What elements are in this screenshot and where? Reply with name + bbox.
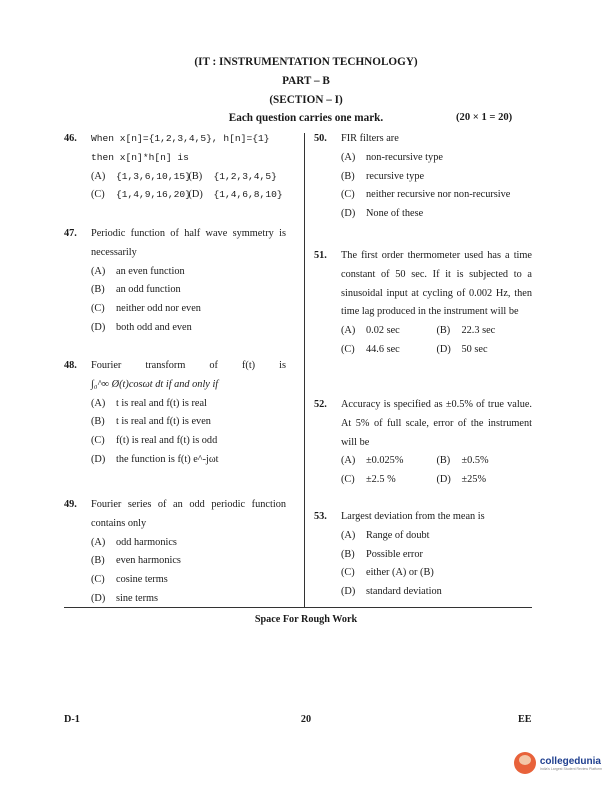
option-text: t is real and f(t) is even (116, 416, 211, 428)
option-text: 44.6 sec (366, 343, 400, 355)
option-label: (A) (91, 265, 106, 277)
page-number: 20 (300, 714, 312, 725)
option-text: standard deviation (366, 586, 442, 598)
option-text: odd harmonics (116, 536, 177, 548)
option-label: (A) (341, 529, 356, 541)
question-number: 53. (314, 511, 327, 522)
option-text: {1,4,6,8,10} (213, 189, 283, 201)
option-label: (B) (188, 170, 203, 182)
option-text: None of these (366, 208, 424, 220)
option-label: (D) (91, 592, 106, 604)
question-46 (64, 130, 286, 205)
rough-work-label: Space For Rough Work (254, 614, 358, 625)
option-label: (D) (341, 586, 356, 598)
option-label: (B) (341, 548, 355, 560)
question-number: 50. (314, 133, 327, 144)
option-text: the function is f(t) e^-jωt (116, 453, 219, 465)
question-49 (64, 496, 286, 609)
option-text: either (A) or (B) (366, 567, 434, 579)
option-label: (A) (341, 151, 356, 163)
marks-total: (20 × 1 = 20) (456, 112, 513, 123)
option-label: (D) (436, 343, 451, 355)
student-avatar-icon (514, 752, 536, 774)
paper-code: D-1 (64, 714, 80, 725)
option-text: an even function (116, 265, 185, 277)
option-label: (B) (91, 284, 105, 296)
option-label: (D) (91, 453, 106, 465)
option-text: 0.02 sec (366, 325, 400, 337)
option-text: neither odd nor even (116, 303, 201, 315)
option-label: (A) (91, 170, 106, 182)
option-text: ±0.5% (461, 455, 489, 467)
question-number: 48. (64, 360, 77, 371)
option-text: recursive type (366, 170, 425, 182)
option-text: ±25% (461, 474, 487, 486)
question-text: Fourier transform of f(t) is (91, 360, 286, 371)
option-label: (C) (91, 189, 105, 201)
option-text: t is real and f(t) is real (116, 397, 207, 409)
question-48 (64, 357, 286, 470)
collegedunia-logo (514, 752, 602, 774)
option-text: Range of doubt (366, 529, 430, 541)
question-52 (314, 396, 532, 490)
option-text: {1,2,3,4,5} (213, 170, 277, 182)
option-label: (D) (91, 321, 106, 333)
option-label: (A) (91, 397, 106, 409)
option-label: (C) (341, 474, 355, 486)
question-51 (314, 247, 532, 360)
option-label: (C) (91, 435, 105, 447)
option-label: (A) (341, 455, 356, 467)
option-text: 50 sec (461, 343, 488, 355)
question-number: 49. (64, 499, 77, 510)
subject-code: EE (518, 714, 532, 725)
column-divider (304, 133, 305, 607)
option-text: an odd function (116, 284, 181, 296)
option-label: (C) (91, 574, 105, 586)
option-label: (B) (91, 416, 105, 428)
question-47 (64, 225, 286, 338)
question-text: Fourier series of an odd periodic function contains only (91, 499, 286, 529)
option-label: (C) (341, 189, 355, 201)
option-text: sine terms (116, 592, 159, 604)
question-50 (314, 130, 532, 224)
question-text: Periodic function of half wave symmetry is necessarily (91, 228, 286, 258)
option-label: (D) (436, 474, 451, 486)
question-number: 51. (314, 250, 327, 261)
option-label: (C) (341, 567, 355, 579)
logo-tagline: India's Largest Student Review Platform (539, 766, 602, 771)
option-text: {1,3,6,10,15} (116, 170, 191, 182)
option-text: ±2.5 % (366, 474, 396, 486)
option-label: (C) (341, 343, 355, 355)
part-heading: PART – B (282, 75, 330, 87)
option-label: (A) (91, 536, 106, 548)
option-label: (B) (436, 325, 451, 337)
question-text: Largest deviation from the mean is (341, 511, 485, 522)
option-label: (C) (91, 303, 105, 315)
integral-expression: ∫₀^∞ Ø(t)cosωt dt if and only if (91, 378, 219, 390)
option-text: Possible error (366, 548, 423, 560)
option-label: (B) (91, 555, 105, 567)
option-text: f(t) is real and f(t) is odd (116, 435, 218, 447)
option-label: (D) (188, 189, 203, 201)
option-text: non-recursive type (366, 151, 443, 163)
option-label: (D) (341, 208, 356, 220)
option-text: ±0.025% (366, 455, 404, 467)
option-text: {1,4,9,16,20} (116, 189, 191, 201)
question-number: 47. (64, 228, 77, 239)
option-text: even harmonics (116, 555, 181, 567)
bottom-divider (64, 607, 532, 608)
question-number: 52. (314, 399, 327, 410)
marks-instruction: Each question carries one mark. (228, 112, 384, 124)
question-text: Accuracy is specified as ±0.5% of true value. At 5% of full scale, error of the instrument will be (341, 399, 532, 448)
question-text: When x[n]={1,2,3,4,5}, h[n]={1} then x[n]*h[n] is (91, 133, 270, 163)
section-heading: (SECTION – I) (269, 94, 343, 106)
option-text: both odd and even (116, 321, 192, 333)
question-53 (314, 508, 532, 602)
question-text: The first order thermometer used has a time constant of 50 sec. If it is subjected to a sinusoidal input at cycling of 0.002 Hz, then time lag produced in the instrument will be (341, 250, 532, 318)
option-text: neither recursive nor non-recursive (366, 189, 511, 201)
option-label: (A) (341, 325, 356, 337)
option-label: (B) (341, 170, 355, 182)
paper-title: (IT : INSTRUMENTATION TECHNOLOGY) (194, 56, 418, 68)
logo-brand: collegedunia (539, 755, 601, 767)
option-text: cosine terms (116, 574, 168, 586)
question-text: FIR filters are (341, 133, 399, 144)
option-label: (B) (436, 455, 451, 467)
option-text: 22.3 sec (461, 325, 496, 337)
question-number: 46. (64, 133, 77, 144)
